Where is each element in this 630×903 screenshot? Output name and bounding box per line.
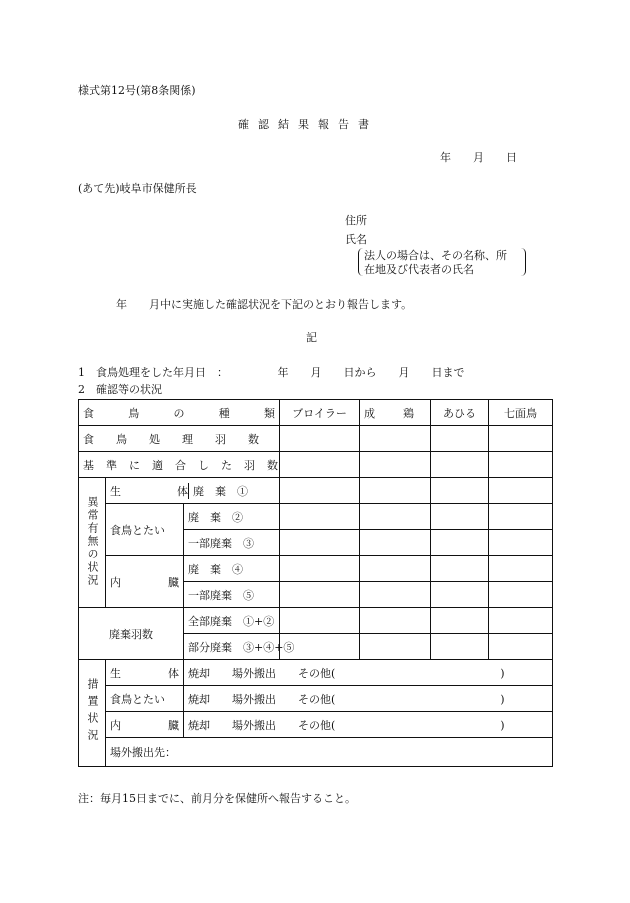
cell[interactable] — [431, 608, 489, 634]
cell[interactable] — [360, 582, 431, 608]
footer-note: 注：毎月15日までに、前月分を保健所へ報告すること。 — [78, 792, 356, 805]
live-body: 生 体 — [110, 484, 188, 498]
addressee: (あて先)岐阜市保健所長 — [78, 182, 197, 195]
cell[interactable] — [280, 530, 360, 556]
cell[interactable] — [431, 530, 489, 556]
abnormal-status-label: 異常有無の状況 — [79, 478, 106, 608]
cell[interactable] — [360, 452, 431, 478]
cell[interactable] — [489, 556, 553, 582]
cell[interactable] — [489, 504, 553, 530]
corporation-note-line-1: 法人の場合は、その名称、所 — [364, 249, 507, 262]
live-body-label: 生 体 廃 棄 ① — [106, 478, 280, 504]
cell[interactable] — [489, 452, 553, 478]
cell[interactable] — [360, 530, 431, 556]
partial-3-label: 一部廃棄 ③ — [184, 530, 280, 556]
cell[interactable] — [489, 634, 553, 660]
cell[interactable] — [280, 478, 360, 504]
cell[interactable] — [280, 504, 360, 530]
corporation-note-line-2: 在地及び代表者の氏名 — [364, 263, 474, 276]
partial-disposal-label: 部分廃棄 ③+④+⑤ — [184, 634, 280, 660]
measures-carcass-options: 焼却 場外搬出 その他( ) — [184, 686, 553, 712]
ki-label: 記 — [306, 331, 317, 344]
cell[interactable] — [489, 530, 553, 556]
cell[interactable] — [360, 478, 431, 504]
cell[interactable] — [360, 426, 431, 452]
confirmation-table — [78, 399, 553, 767]
cell[interactable] — [431, 582, 489, 608]
total-disposal-label: 全部廃棄 ①+② — [184, 608, 280, 634]
cell[interactable] — [431, 452, 489, 478]
column-broiler: ブロイラー — [280, 400, 360, 426]
partial-5-label: 一部廃棄 ⑤ — [184, 582, 280, 608]
offsite-destination: 場外搬出先： — [106, 738, 553, 767]
cell[interactable] — [489, 426, 553, 452]
date-line: 年 月 日 — [440, 151, 517, 164]
cell[interactable] — [360, 634, 431, 660]
measures-live-body: 生 体 — [106, 660, 184, 686]
column-turkey: 七面鳥 — [489, 400, 553, 426]
name-label: 氏名 — [345, 233, 367, 246]
cell[interactable] — [489, 478, 553, 504]
cell[interactable] — [280, 608, 360, 634]
item-2-heading: 2 確認等の状況 — [78, 383, 162, 396]
cell[interactable] — [489, 582, 553, 608]
address-label: 住所 — [345, 214, 367, 227]
measures-viscera-options: 焼却 場外搬出 その他( ) — [184, 712, 553, 738]
measures-carcass: 食鳥とたい — [106, 686, 184, 712]
measures-label: 措置状況 — [79, 660, 106, 767]
header-poultry-type: 食 鳥 の 種 類 — [79, 400, 280, 426]
disposal-4-label: 廃 棄 ④ — [184, 556, 280, 582]
disposal-count-label: 廃棄羽数 — [79, 608, 184, 660]
row-processed-count: 食 鳥 処 理 羽 数 — [79, 426, 280, 452]
column-adult-chicken: 成 鶏 — [360, 400, 431, 426]
cell[interactable] — [360, 504, 431, 530]
measures-live-body-options: 焼却 場外搬出 その他( ) — [184, 660, 553, 686]
row-passed-count: 基 準 に 適 合 し た 羽 数 — [79, 452, 280, 478]
cell[interactable] — [280, 582, 360, 608]
disposal-2-label: 廃 棄 ② — [184, 504, 280, 530]
cell[interactable] — [431, 556, 489, 582]
measures-viscera: 内 臓 — [106, 712, 184, 738]
cell[interactable] — [431, 426, 489, 452]
cell[interactable] — [280, 556, 360, 582]
item-1-dates: 1 食鳥処理をした年月日 ： 年 月 日から 月 日まで — [78, 366, 465, 379]
intro-text: 年 月中に実施した確認状況を下記のとおり報告します。 — [116, 298, 413, 311]
cell[interactable] — [431, 504, 489, 530]
carcass-label: 食鳥とたい — [106, 504, 184, 556]
cell[interactable] — [280, 426, 360, 452]
form-number: 様式第12号(第8条関係) — [78, 84, 196, 97]
cell[interactable] — [360, 608, 431, 634]
cell[interactable] — [431, 634, 489, 660]
document-title: 確認結果報告書 — [238, 118, 378, 131]
cell[interactable] — [431, 478, 489, 504]
column-duck: あひる — [431, 400, 489, 426]
viscera-label: 内 臓 — [106, 556, 184, 608]
cell[interactable] — [360, 556, 431, 582]
cell[interactable] — [280, 452, 360, 478]
cell[interactable] — [489, 608, 553, 634]
